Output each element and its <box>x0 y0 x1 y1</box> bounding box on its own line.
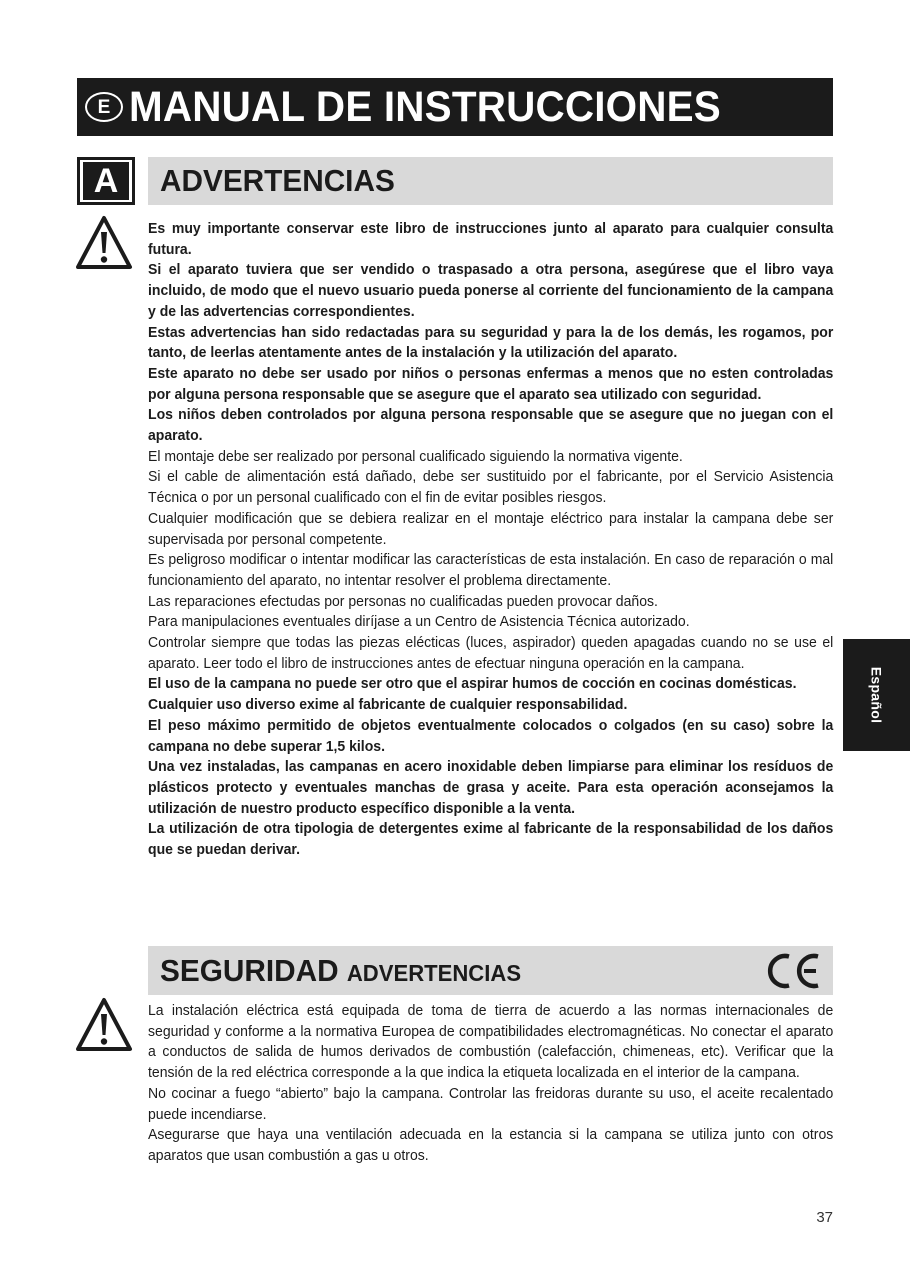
paragraph: Las reparaciones efectudas por personas no cualificadas pueden provocar daños. <box>148 592 658 610</box>
ce-mark-icon <box>765 952 823 990</box>
seguridad-body <box>148 1001 833 1167</box>
paragraph: Asegurarse que haya una ventilación adecuada en la estancia si la campana se utiliza junto con otros aparatos que usan combustión a gas u otros. <box>148 1126 834 1164</box>
paragraph: No cocinar a fuego “abierto” bajo la campana. Controlar las freidoras durante su uso, el aceite recalentado puede incendiarse. <box>148 1084 834 1123</box>
paragraph: La utilización de otra tipologia de detergentes exime al fabricante de la responsabilidad de los daños que se puedan derivar. <box>148 820 834 859</box>
paragraph: El peso máximo permitido de objetos eventualmente colocados o colgados (en su caso) sobre la campana no debe superar 1,5 kilos. <box>148 716 834 755</box>
page-number: 37 <box>816 1209 833 1226</box>
paragraph: Si el cable de alimentación está dañado, debe ser sustituido por el fabricante, por el Servicio Asistencia Técnica o por un personal cualificado con el fin de evitar posibles riesgos. <box>148 468 834 507</box>
section-letter: A <box>83 162 129 200</box>
paragraph: El uso de la campana no puede ser otro que el aspirar humos de cocción en cocinas domésticas. <box>148 675 797 693</box>
paragraph: Para manipulaciones eventuales diríjase a un Centro de Asistencia Técnica autorizado. <box>148 613 690 631</box>
warning-triangle-icon <box>75 997 133 1053</box>
language-badge-letter: E <box>97 96 111 118</box>
manual-title: MANUAL DE INSTRUCCIONES <box>129 82 721 131</box>
paragraph: Cualquier uso diverso exime al fabricante de cualquier responsabilidad. <box>148 696 628 714</box>
seguridad-heading-band <box>148 946 833 995</box>
seguridad-title-main: SEGURIDAD <box>160 952 339 988</box>
paragraph: Si el aparato tuviera que ser vendido o traspasado a otra persona, asegúrese que el libro vaya incluido, de modo que el nuevo usuario pueda ponerse al corriente del funcionamiento de la campana y de las advertencias correspondientes. <box>148 261 834 320</box>
language-badge <box>85 92 123 122</box>
paragraph: Una vez instaladas, las campanas en acero inoxidable deben limpiarse para eliminar los resíduos de plásticos protecto y eventuales manchas de grasa y aceite. Para esta operación aconsejamos la utilización de nuestro producto específico disponible a la venta. <box>148 758 834 817</box>
paragraph: La instalación eléctrica está equipada de toma de tierra de acuerdo a las normas internacionales de seguridad y conforme a la normativa Europea de compatibilidades electromagnéticas. No conectar el aparato a conductos de salida de humos derivados de combustión (calefacción, chimeneas, etc). Verificar que la tensión de la red eléctrica corresponde a la que indica la etiqueta localizada en el interior de la campana. <box>148 1002 834 1082</box>
language-side-tab-label: Español <box>868 666 885 724</box>
paragraph: Estas advertencias han sido redactadas para su seguridad y para la de los demás, les rogamos, por tanto, de leerlas atentamente antes de la instalación y la utilización del aparato. <box>148 323 834 362</box>
paragraph: Es muy importante conservar este libro de instrucciones junto al aparato para cualquier consulta futura. <box>148 220 834 258</box>
seguridad-title-sub: ADVERTENCIAS <box>346 959 522 986</box>
paragraph: Los niños deben controlados por alguna persona responsable que se asegure que no juegan con el aparato. <box>148 406 834 445</box>
paragraph: Es peligroso modificar o intentar modificar las características de esta instalación. En caso de reparación o mal funcionamiento del aparato, no intentar resolver el problema directamente. <box>148 551 834 589</box>
manual-title-bar <box>77 78 833 136</box>
section-a-body <box>148 219 833 861</box>
paragraph: Este aparato no debe ser usado por niños o personas enfermas a menos que no esten controladas por alguna persona responsable que se asegure que el aparato sea utilizado con seguridad. <box>148 364 834 403</box>
paragraph: Controlar siempre que todas las piezas elécticas (luces, aspirador) queden apagadas cuando no se use el aparato. Leer todo el libro de instrucciones antes de efectuar ninguna operación en la campana. <box>148 634 834 672</box>
section-a-heading-band <box>148 157 833 205</box>
paragraph: El montaje debe ser realizado por personal cualificado siguiendo la normativa vigente. <box>148 447 683 465</box>
paragraph: Cualquier modificación que se debiera realizar en el montaje eléctrico para instalar la campana debe ser supervisada por personal competente. <box>148 509 834 548</box>
language-side-tab <box>843 639 910 751</box>
section-a-title: ADVERTENCIAS <box>160 163 395 198</box>
section-letter-box <box>77 157 135 205</box>
warning-triangle-icon <box>75 215 133 271</box>
seguridad-title <box>160 953 521 989</box>
